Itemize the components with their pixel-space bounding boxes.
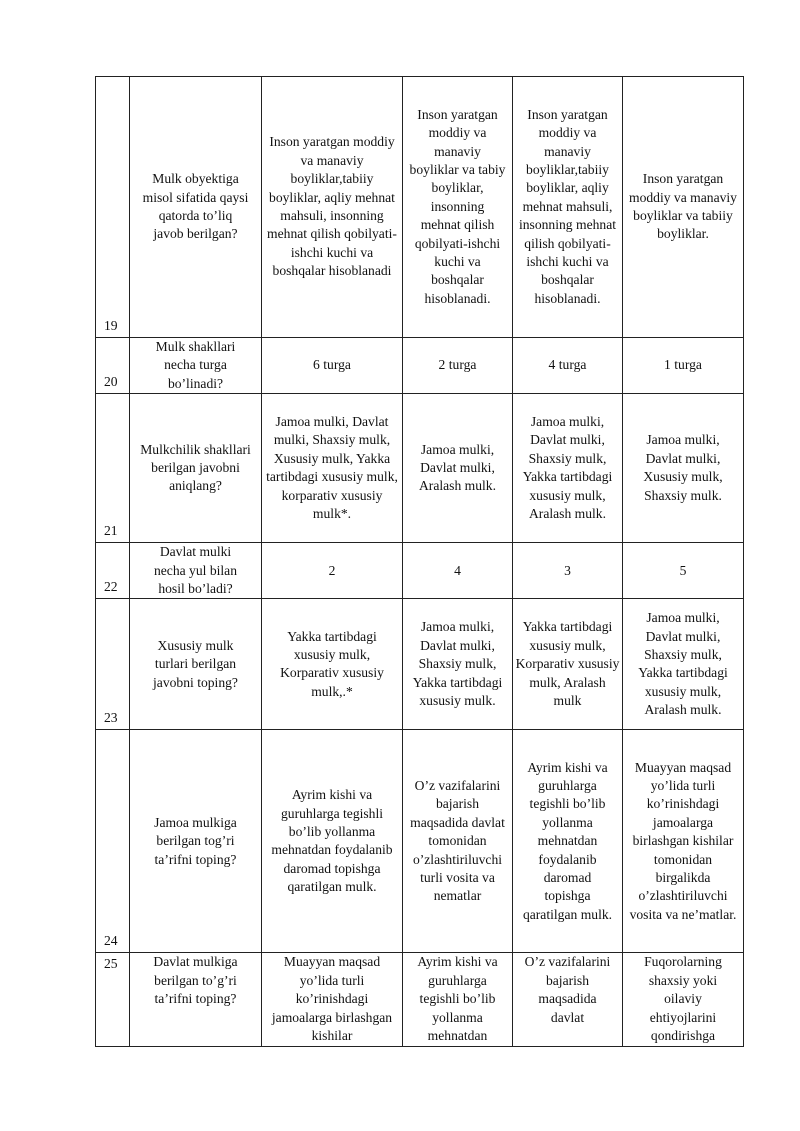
answer-option-c: 3 — [513, 543, 623, 599]
answer-option-a: Inson yaratgan moddiy va manaviy boyliklar,tabiiy boyliklar, aqliy mehnat mahsuli, insonning mehnat qilish qobilyati-ishchi kuchi va boshqalar hisoblanadi — [262, 77, 403, 338]
answer-option-c: Inson yaratgan moddiy va manaviy boyliklar,tabiiy boyliklar, aqliy mehnat mahsuli, insonning mehnat qilish qobilyati-ishchi kuchi va boshqalar hisoblanadi. — [513, 77, 623, 338]
table-row — [96, 77, 744, 338]
question-text: Xususiy mulk turlari berilgan javobni toping? — [130, 599, 262, 730]
question-text: Davlat mulki necha yul bilan hosil bo’ladi? — [130, 543, 262, 599]
answer-option-a: Muayyan maqsad yo’lida turli ko’rinishdagi jamoalarga birlashgan kishilar — [262, 953, 403, 1047]
question-text: Mulk obyektiga misol sifatida qaysi qatorda to’liq javob berilgan? — [130, 77, 262, 338]
answer-option-a: Yakka tartibdagi xususiy mulk, Korparativ xususiy mulk,.* — [262, 599, 403, 730]
answer-option-a: 2 — [262, 543, 403, 599]
question-text: Mulkchilik shakllari berilgan javobni aniqlang? — [130, 394, 262, 543]
question-number: 23 — [96, 599, 130, 730]
question-text: Davlat mulkiga berilgan to’g’ri ta’rifni toping? — [130, 953, 262, 1047]
answer-option-b: Jamoa mulki, Davlat mulki, Aralash mulk. — [403, 394, 513, 543]
question-number: 22 — [96, 543, 130, 599]
answer-option-c: Yakka tartibdagi xususiy mulk, Korparativ xususiy mulk, Aralash mulk — [513, 599, 623, 730]
question-table — [95, 76, 744, 1047]
table-row — [96, 338, 744, 394]
table-row — [96, 953, 744, 1047]
answer-option-c: 4 turga — [513, 338, 623, 394]
answer-option-b: Inson yaratgan moddiy va manaviy boyliklar va tabiy boyliklar, insonning mehnat qilish qobilyati-ishchi kuchi va boshqalar hisoblanadi. — [403, 77, 513, 338]
question-number: 19 — [96, 77, 130, 338]
question-number: 21 — [96, 394, 130, 543]
table-row — [96, 543, 744, 599]
question-text: Jamoa mulkiga berilgan tog’ri ta’rifni toping? — [130, 730, 262, 953]
answer-option-b: O’z vazifalarini bajarish maqsadida davlat tomonidan o’zlashtiriluvchi turli vosita va nematlar — [403, 730, 513, 953]
answer-option-c: O’z vazifalarini bajarish maqsadida davlat — [513, 953, 623, 1047]
answer-option-d: Jamoa mulki, Davlat mulki, Shaxsiy mulk, Yakka tartibdagi xususiy mulk, Aralash mulk. — [623, 599, 744, 730]
table-row — [96, 730, 744, 953]
answer-option-d: 1 turga — [623, 338, 744, 394]
answer-option-c: Jamoa mulki, Davlat mulki, Shaxsiy mulk, Yakka tartibdagi xususiy mulk, Aralash mulk. — [513, 394, 623, 543]
answer-option-c: Ayrim kishi va guruhlarga tegishli bo’lib yollanma mehnatdan foydalanib daromad topishga qaratilgan mulk. — [513, 730, 623, 953]
question-number: 20 — [96, 338, 130, 394]
answer-option-a: Ayrim kishi va guruhlarga tegishli bo’lib yollanma mehnatdan foydalanib daromad topishga qaratilgan mulk. — [262, 730, 403, 953]
answer-option-d: Jamoa mulki, Davlat mulki, Xususiy mulk, Shaxsiy mulk. — [623, 394, 744, 543]
answer-option-d: 5 — [623, 543, 744, 599]
answer-option-b: Ayrim kishi va guruhlarga tegishli bo’lib yollanma mehnatdan — [403, 953, 513, 1047]
answer-option-d: Fuqorolarning shaxsiy yoki oilaviy ehtiyojlarini qondirishga — [623, 953, 744, 1047]
question-number: 25 — [96, 953, 130, 1047]
table-row — [96, 394, 744, 543]
answer-option-b: 4 — [403, 543, 513, 599]
answer-option-a: 6 turga — [262, 338, 403, 394]
table-row — [96, 599, 744, 730]
answer-option-a: Jamoa mulki, Davlat mulki, Shaxsiy mulk, Xususiy mulk, Yakka tartibdagi xususiy mulk, korparativ xususiy mulk*. — [262, 394, 403, 543]
question-text: Mulk shakllari necha turga bo’linadi? — [130, 338, 262, 394]
question-number: 24 — [96, 730, 130, 953]
answer-option-d: Inson yaratgan moddiy va manaviy boyliklar va tabiiy boyliklar. — [623, 77, 744, 338]
answer-option-b: 2 turga — [403, 338, 513, 394]
answer-option-b: Jamoa mulki, Davlat mulki, Shaxsiy mulk, Yakka tartibdagi xususiy mulk. — [403, 599, 513, 730]
answer-option-d: Muayyan maqsad yo’lida turli ko’rinishdagi jamoalarga birlashgan kishilar tomonidan birgalikda o’zlashtiriluvchi vosita va ne’matlar. — [623, 730, 744, 953]
